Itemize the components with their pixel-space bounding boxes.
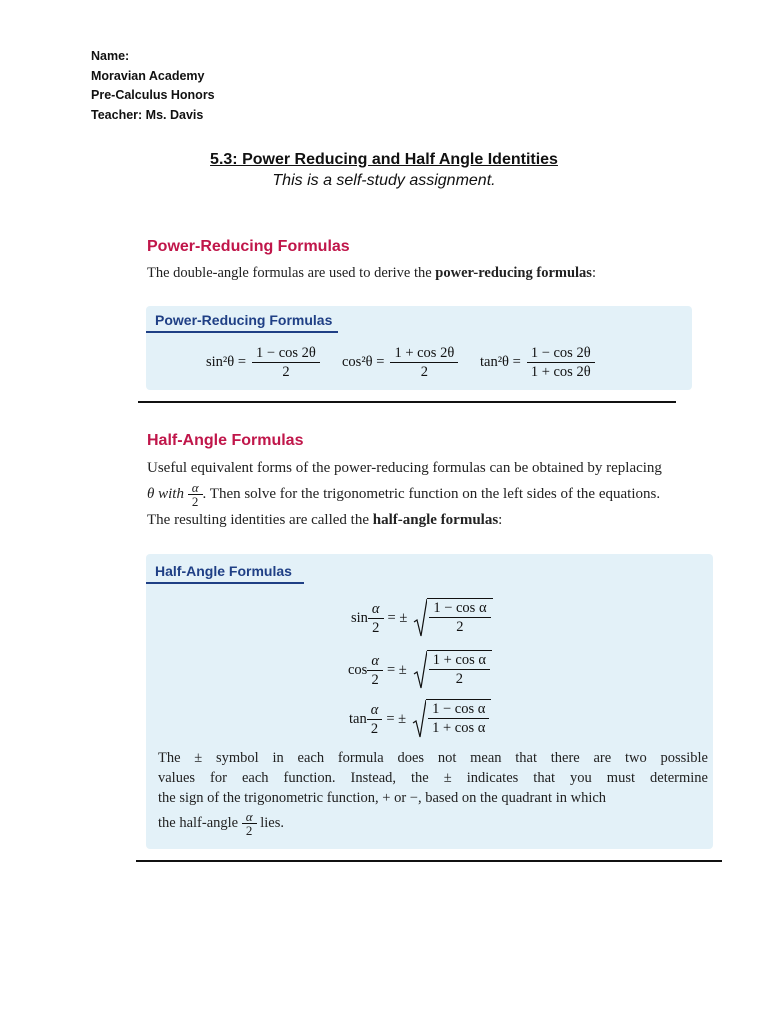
- page-title: 5.3: Power Reducing and Half Angle Identities: [210, 151, 558, 168]
- note-line-1: The ± symbol in each formula does not mean that there are two possible: [158, 750, 708, 766]
- radical-icon: [413, 650, 427, 690]
- function-name: cos: [348, 661, 368, 678]
- numerator: α: [368, 600, 384, 619]
- radical-icon: [413, 598, 427, 638]
- intro-line-3-start: The resulting identities are called the: [147, 512, 373, 529]
- formula-lhs: tan²θ =: [480, 354, 521, 370]
- radicand: [426, 699, 491, 739]
- note-line-4-start: the half-angle: [158, 815, 239, 831]
- half-arg: [368, 600, 384, 637]
- formula-lhs: sin²θ =: [206, 354, 247, 370]
- denominator: 2: [456, 619, 464, 635]
- numerator: α: [188, 481, 203, 495]
- formula-lhs: cos²θ =: [342, 354, 385, 370]
- formula-cos-half: [348, 650, 492, 690]
- formula-tan-half: [349, 699, 491, 739]
- denominator: 2: [370, 720, 379, 737]
- formula-cos2: [342, 344, 458, 381]
- square-root: [412, 699, 491, 739]
- denominator: 2: [371, 671, 379, 688]
- denominator: 2: [420, 364, 428, 380]
- power-reducing-box: [146, 306, 692, 390]
- formula-tan2: [480, 344, 595, 381]
- numerator: 1 − cos 2θ: [252, 344, 320, 363]
- intro-line-2: [147, 480, 722, 508]
- equals-plus-minus: = ±: [386, 710, 407, 727]
- formula-fraction: [390, 344, 458, 381]
- intro-text: The double-angle formulas are used to derive the: [147, 265, 436, 281]
- intro-line-3-bold: half-angle formulas: [372, 512, 499, 529]
- formula-sin2: [206, 344, 320, 381]
- radicand: [427, 650, 492, 690]
- note-line-4: [158, 808, 708, 838]
- square-root: [413, 650, 492, 690]
- note-line-4-end: lies.: [260, 815, 284, 831]
- half-arg: [367, 652, 383, 689]
- numerator: α: [367, 701, 383, 720]
- half-angle-heading: Half-Angle Formulas: [147, 432, 304, 449]
- denominator: 2: [191, 494, 199, 510]
- square-root: [413, 598, 492, 638]
- intro-line-2-start: θ with: [147, 486, 184, 502]
- equals-plus-minus: = ±: [387, 609, 408, 626]
- half-angle-box: [146, 554, 713, 849]
- power-reducing-heading: Power-Reducing Formulas: [147, 238, 350, 255]
- function-name: tan: [349, 710, 367, 727]
- school-name: Moravian Academy: [91, 68, 205, 83]
- alpha-over-2: [242, 810, 257, 837]
- numerator: 1 − cos α: [429, 599, 490, 618]
- function-name: sin: [351, 609, 368, 626]
- course-name: Pre-Calculus Honors: [91, 88, 215, 102]
- numerator: α: [242, 810, 257, 824]
- intro-bold: power-reducing formulas: [435, 265, 592, 281]
- formula-fraction: [527, 344, 595, 381]
- numerator: α: [367, 652, 383, 671]
- denominator: 1 + cos α: [432, 720, 486, 736]
- section-divider-bottom: [136, 860, 722, 862]
- denominator: 2: [455, 671, 463, 687]
- power-reducing-intro: [147, 261, 596, 285]
- plus-minus-note: [158, 748, 708, 838]
- half-angle-box-title: Half-Angle Formulas: [146, 563, 304, 584]
- half-angle-intro: [147, 456, 722, 532]
- radicand: [427, 598, 492, 638]
- intro-line-3-end: :: [498, 512, 503, 529]
- equals-plus-minus: = ±: [386, 661, 407, 678]
- denominator: 2: [372, 619, 380, 636]
- student-header: [91, 47, 215, 125]
- numerator: 1 − cos 2θ: [527, 344, 595, 363]
- denominator: 1 + cos 2θ: [530, 364, 591, 380]
- alpha-over-2: [188, 481, 203, 508]
- radical-icon: [412, 699, 426, 739]
- numerator: 1 + cos α: [429, 651, 490, 670]
- half-arg: [367, 701, 383, 738]
- note-line-3: the sign of the trigonometric function, + or −, based on the quadrant in which: [158, 790, 607, 806]
- denominator: 2: [245, 823, 253, 839]
- intro-line-1: Useful equivalent forms of the power-reducing formulas can be obtained by replacing: [147, 460, 662, 476]
- intro-end: :: [591, 265, 596, 281]
- denominator: 2: [282, 364, 290, 380]
- power-reducing-box-title: Power-Reducing Formulas: [146, 312, 338, 333]
- numerator: 1 + cos 2θ: [390, 344, 458, 363]
- intro-line-3: [147, 508, 722, 532]
- name-label: Name:: [91, 49, 130, 63]
- note-line-2: values for each function. Instead, the ± indicates that you must determine: [158, 770, 708, 786]
- teacher-name: Teacher: Ms. Davis: [91, 107, 204, 122]
- intro-line-2-end: . Then solve for the trigonometric function on the left sides of the equations.: [202, 486, 661, 502]
- formula-fraction: [252, 344, 320, 381]
- page-subtitle: This is a self-study assignment.: [272, 172, 496, 189]
- section-divider: [138, 401, 676, 403]
- formula-sin-half: [351, 598, 493, 638]
- numerator: 1 − cos α: [428, 700, 489, 719]
